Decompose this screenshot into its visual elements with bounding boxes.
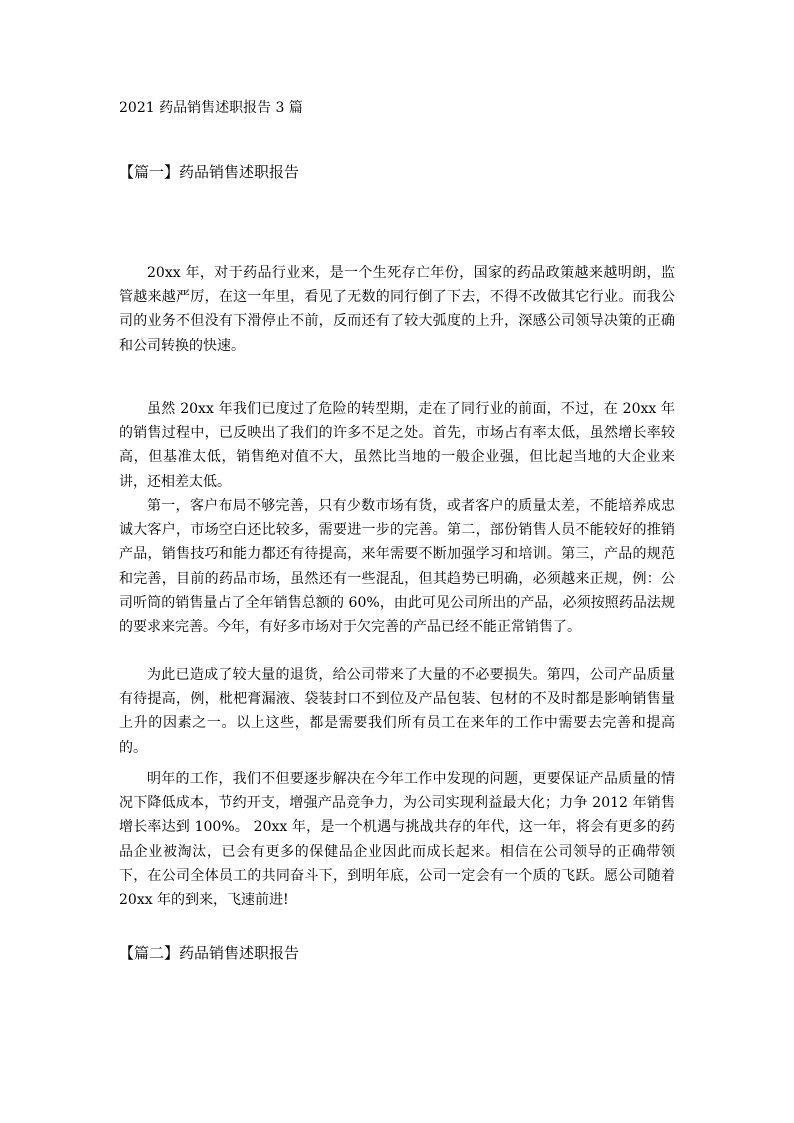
document-title: 2021 药品销售述职报告 3 篇 [119,100,303,116]
paragraph: 虽然 20xx 年我们已度过了危险的转型期，走在了同行业的前面，不过，在 20xx 年的销售过程中，已反映出了我们的许多不足之处。首先，市场占有率太低，虽然增长率较高，但基准太低，销售绝对值不大，虽然比当地的一般企业强，但比起当地的大企业来讲，还相差太低。 [119,401,675,490]
paragraph: 明年的工作，我们不但要逐步解决在今年工作中发现的问题，更要保证产品质量的情况下降低成本，节约开支，增强产品竞争力，为公司实现利益最大化；力争 2012 年销售增长率达到 100%。 20xx 年，是一个机遇与挑战共存的年代，这一年，将会有更多的药品企业被淘汰，已会有更多的保健品企业因此而成长起来。相信在公司领导的正确带领下，在公司全体员工的共同奋斗下，到明年底，公司一定会有一个质的飞跃。愿公司随着 20xx 年的到来，飞速前进! [119,771,675,909]
paragraph: 为此已造成了较大量的退货，给公司带来了大量的不必要损失。第四，公司产品质量有待提高，例，枇杷膏漏液、袋装封口不到位及产品包装、包材的不及时都是影响销售量上升的因素之一。以上这些，都是需要我们所有员工在来年的工作中需要去完善和提高的。 [119,667,675,756]
paragraph: 第一，客户布局不够完善，只有少数市场有货，或者客户的质量太差，不能培养成忠诚大客户，市场空白还比较多，需要进一步的完善。第二，部份销售人员不能较好的推销产品，销售技巧和能力都还有待提高，来年需要不断加强学习和培训。第三，产品的规范和完善，目前的药品市场，虽然还有一些混乱，但其趋势已明确，必须越来正规，例：公司听筒的销售量占了全年销售总额的 60%，由此可见公司所出的产品，必须按照药品法规的要求来完善。今年，有好多市场对于欠完善的产品已经不能正常销售了。 [119,498,675,636]
section-heading-1: 【篇一】药品销售述职报告 [119,163,300,181]
section-heading-2: 【篇二】药品销售述职报告 [119,944,300,962]
paragraph: 20xx 年，对于药品行业来，是一个生死存亡年份，国家的药品政策越来越明朗，监管越来越严厉，在这一年里，看见了无数的同行倒了下去，不得不改做其它行业。而我公司的业务不但没有下滑停止不前，反而还有了较大弧度的上升，深感公司领导决策的正确和公司转换的快速。 [119,265,675,354]
